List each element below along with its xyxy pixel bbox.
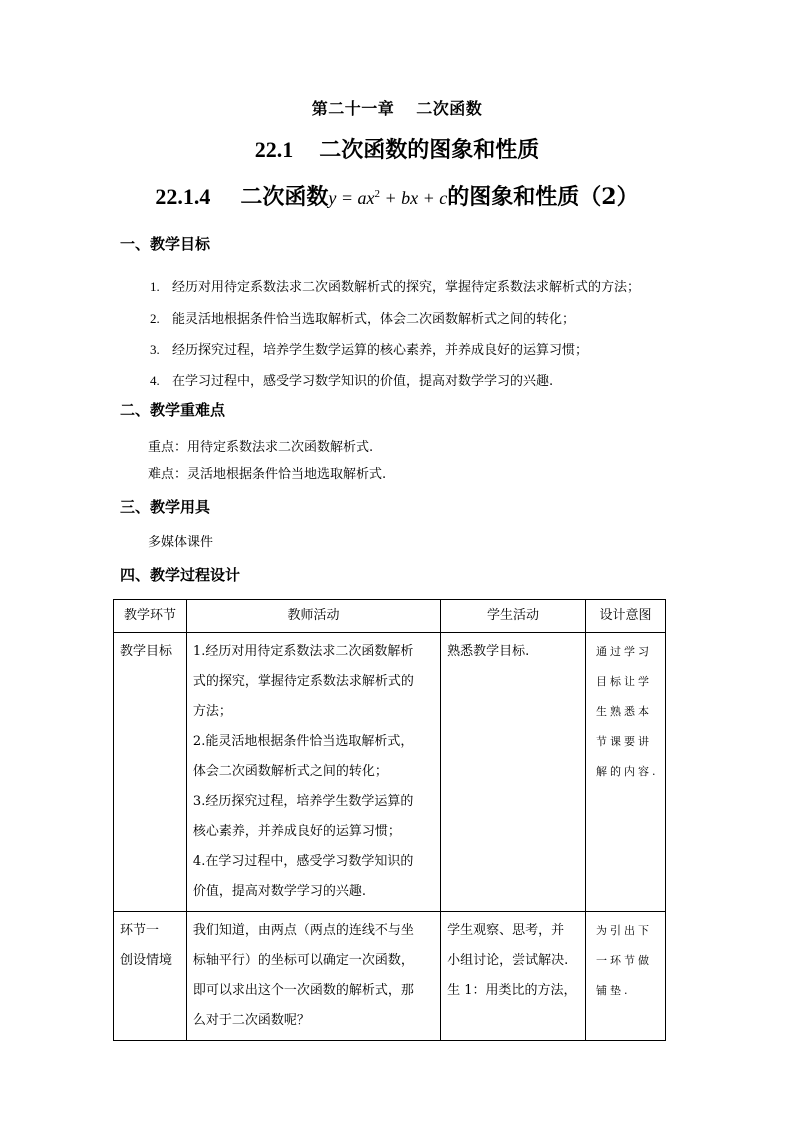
design-intent-cell: 为引出下 一环节做 铺垫. (585, 912, 665, 1041)
column-header: 教学环节 (114, 600, 187, 633)
goal-item: 1. 经历对用待定系数法求二次函数解析式的探究，掌握待定系数法求解析式的方法； (150, 279, 641, 295)
column-header: 教师活动 (186, 600, 440, 633)
section-name: 二次函数的图象和性质 (319, 137, 540, 163)
key-points-heading: 二、教学重难点 (120, 401, 226, 419)
subsection-number: 22.1.4 (155, 184, 211, 209)
stage-cell: 教学目标 (114, 633, 187, 912)
table-row (114, 912, 666, 1041)
chapter-name: 二次函数 (416, 99, 483, 118)
difficulty-point: 难点：灵活地根据条件恰当地选取解析式. (148, 467, 387, 482)
stage-cell: 环节一 创设情境 (114, 912, 187, 1041)
student-activity-cell: 熟悉教学目标. (441, 633, 586, 912)
focus-point: 重点：用待定系数法求二次函数解析式. (148, 440, 374, 455)
process-heading: 四、教学过程设计 (120, 566, 241, 584)
subsection-suffix: 的图象和性质（2） (447, 184, 639, 210)
section-number: 22.1 (254, 137, 294, 162)
process-table (113, 599, 666, 1041)
column-header: 设计意图 (585, 600, 665, 633)
section-title (0, 133, 794, 164)
teacher-activity-cell: 我们知道，由两点（两点的连线不与坐 标轴平行）的坐标可以确定一次函数， 即可以求出这个一次函数的解析式，那 么对于二次函数呢？ (186, 912, 440, 1041)
table-header-row (114, 600, 666, 633)
chapter-number: 第二十一章 (311, 99, 395, 118)
goal-item: 3. 经历探究过程，培养学生数学运算的核心素养，并养成良好的运算习惯； (150, 342, 589, 358)
subsection-title (0, 180, 794, 211)
goal-item: 4. 在学习过程中，感受学习数学知识的价值，提高对数学学习的兴趣. (150, 373, 554, 389)
design-intent-cell: 通过学习 目标让学 生熟悉本 节课要讲 解的内容. (585, 633, 665, 912)
tools-heading: 三、教学用具 (120, 498, 211, 516)
subsection-prefix: 二次函数 (240, 184, 329, 210)
quadratic-formula: $y = ax^2$ + bx + c (328, 188, 448, 208)
teacher-activity-cell: 1.经历对用待定系数法求二次函数解析 式的探究，掌握待定系数法求解析式的 方法； 2.能灵活地根据条件恰当选取解析式， 体会二次函数解析式之间的转化； 3.经历探究过程，培养学生数学运算的 核心素养，并养成良好的运算习惯； 4.在学习过程中，感受学习数学知识的 价值，提高对数学学习的兴趣. (186, 633, 440, 912)
column-header: 学生活动 (441, 600, 586, 633)
tools-text: 多媒体课件 (148, 535, 214, 550)
goals-heading: 一、教学目标 (120, 235, 211, 253)
table-row (114, 633, 666, 912)
chapter-title (0, 96, 794, 119)
student-activity-cell: 学生观察、思考，并 小组讨论，尝试解决. 生 1：用类比的方法， (441, 912, 586, 1041)
goal-item: 2. 能灵活地根据条件恰当选取解析式，体会二次函数解析式之间的转化； (150, 311, 576, 327)
